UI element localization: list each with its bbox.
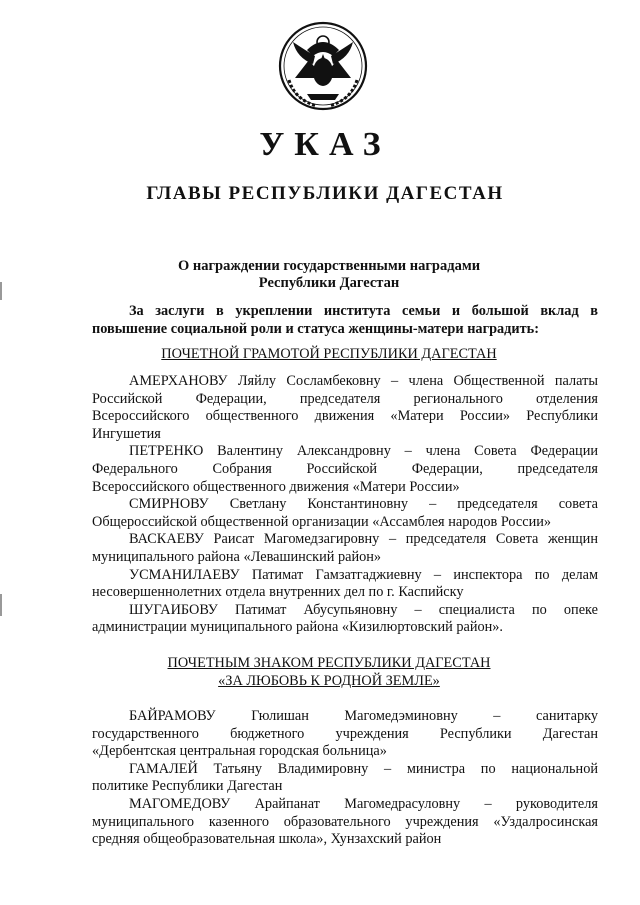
awardee-line: БАЙРАМОВУ Гюлишан Магомедэминовну – санитарку xyxy=(129,708,598,724)
section2-heading xyxy=(0,655,640,690)
awardee-line: администрации муниципального района «Кизилюртовский район». xyxy=(92,619,504,636)
intro-line: повышение социальной роли и статуса женщины-матери наградить: xyxy=(92,320,539,337)
awardee-line: государственного бюджетного учреждения Республики Дагестан xyxy=(92,725,598,742)
awardee-entry xyxy=(92,761,598,796)
awardee-line: «Дербентская центральная городская больница» xyxy=(92,743,387,760)
awardee-line: Федерального Собрания Российской Федерации, председателя xyxy=(92,460,598,477)
awardee-entry xyxy=(92,796,598,849)
awardee-entry xyxy=(92,443,598,496)
intro-line: За заслуги в укреплении института семьи и большой вклад в xyxy=(129,303,598,319)
section1-heading: ПОЧЕТНОЙ ГРАМОТОЙ РЕСПУБЛИКИ ДАГЕСТАН xyxy=(161,346,497,362)
awardee-line: УСМАНИЛАЕВУ Патимат Гамзатгаджиевну – инспектора по делам xyxy=(129,566,598,583)
section1-awardee-list xyxy=(92,373,598,637)
awardee-entry xyxy=(92,373,598,443)
awardee-line: ГАМАЛЕЙ Татьяну Владимировну – министра по национальной xyxy=(129,760,598,777)
section2-awardee-list xyxy=(92,708,598,849)
awardee-entry xyxy=(92,708,598,761)
awardee-line: Российской Федерации, председателя регионального отделения xyxy=(92,390,598,407)
awardee-line: Общероссийской общественной организации «Ассамблея народов России» xyxy=(92,513,552,530)
subject-line: О награждении государственными наградами xyxy=(177,258,481,274)
awardee-line: Ингушетия xyxy=(92,425,161,442)
awardee-line: МАГОМЕДОВУ Арайпанат Магомедрасуловну – руководителя xyxy=(129,795,598,812)
awardee-line: ШУГАИБОВУ Патимат Абусупьяновну – специалиста по опеке xyxy=(129,601,598,618)
awardee-line: СМИРНОВУ Светлану Константиновну – председателя совета xyxy=(129,496,598,513)
awardee-entry xyxy=(92,567,598,602)
scan-mark xyxy=(0,282,2,300)
awardee-line: АМЕРХАНОВУ Ляйлу Сосламбековну – члена Общественной палаты xyxy=(129,373,598,389)
section2-heading-line: ПОЧЕТНЫМ ЗНАКОМ РЕСПУБЛИКИ ДАГЕСТАН xyxy=(167,655,491,671)
section2-heading-line: «ЗА ЛЮБОВЬ К РОДНОЙ ЗЕМЛЕ» xyxy=(218,672,440,689)
awardee-entry xyxy=(92,602,598,637)
awardee-line: ПЕТРЕНКО Валентину Александровну – члена Совета Федерации xyxy=(129,443,598,460)
awardee-line: несовершеннолетних отдела внутренних дел по г. Каспийску xyxy=(92,584,464,601)
decree-subject xyxy=(0,258,640,292)
awardee-line: муниципального района «Левашинский район» xyxy=(92,548,382,565)
awardee-line: ВАСКАЕВУ Раисат Магомедзагировну – председателя Совета женщин xyxy=(129,531,598,548)
document-subtitle: ГЛАВЫ РЕСПУБЛИКИ ДАГЕСТАН xyxy=(146,183,504,204)
subject-line: Республики Дагестан xyxy=(258,275,400,291)
dagestan-coat-of-arms-icon xyxy=(277,20,369,112)
awardee-line: политике Республики Дагестан xyxy=(92,778,283,795)
awardee-line: муниципального казенного образовательного учреждения «Уздалросинская xyxy=(92,813,598,830)
intro-paragraph xyxy=(92,303,598,338)
awardee-entry xyxy=(92,496,598,531)
awardee-line: Всероссийского общественного движения «Матери России» xyxy=(92,478,460,495)
awardee-line: Всероссийского общественного движения «Матери России» Республики xyxy=(92,408,598,425)
scan-mark xyxy=(0,594,2,616)
document-title: УКАЗ xyxy=(259,126,391,163)
awardee-entry xyxy=(92,531,598,566)
awardee-line: средняя общеобразовательная школа», Хунзахский район xyxy=(92,831,442,848)
